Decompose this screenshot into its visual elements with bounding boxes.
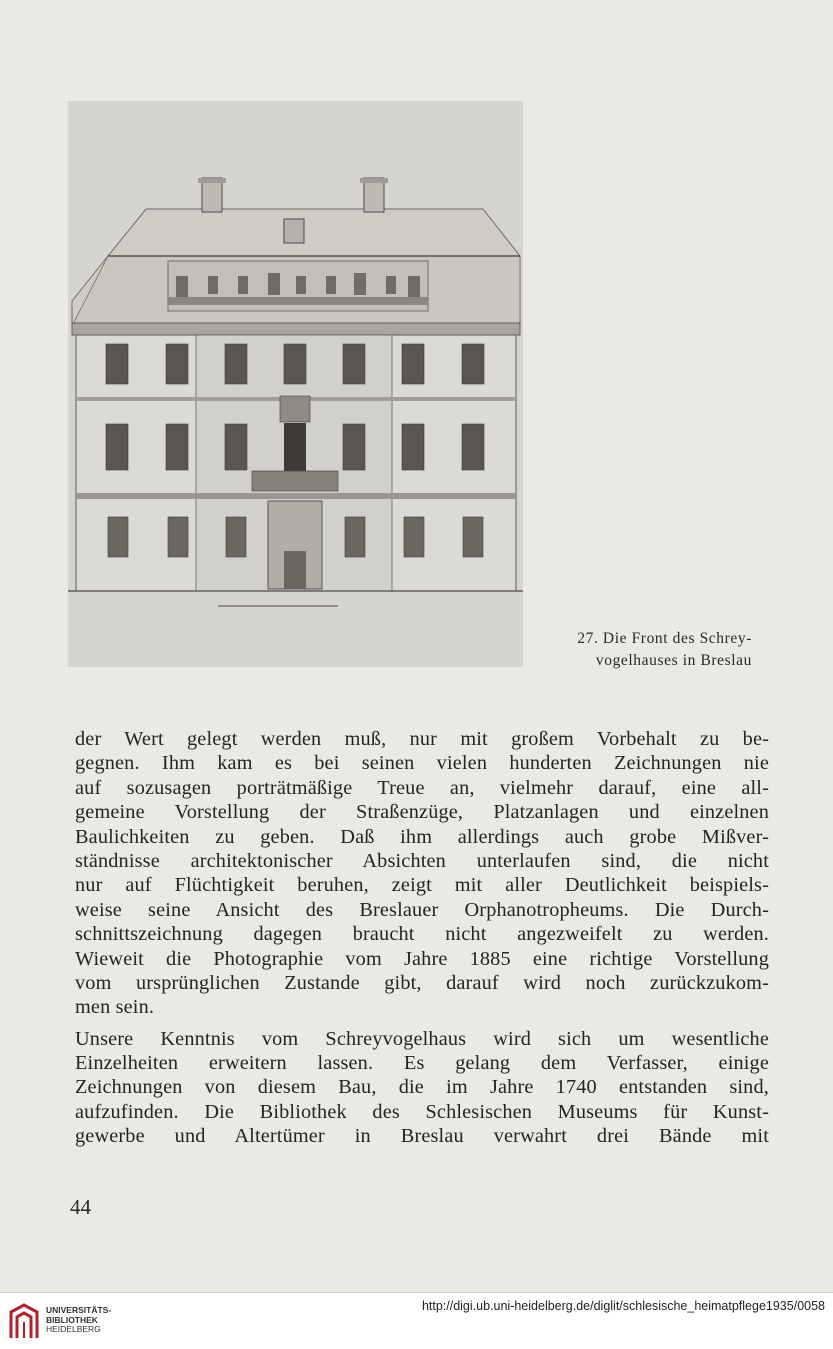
- body-text: [75, 727, 769, 1149]
- page-number: 44: [70, 1195, 91, 1219]
- university-library-logo-icon: [8, 1302, 40, 1340]
- paragraph: [75, 1027, 769, 1149]
- document-url-link[interactable]: http://digi.ub.uni-heidelberg.de/diglit/schlesische_heimatpflege1935/0058: [421, 1299, 825, 1313]
- university-library-logo-text: UNIVERSITÄTS- BIBLIOTHEK HEIDELBERG: [46, 1305, 112, 1334]
- text-line: men sein.: [75, 996, 155, 1019]
- text-line: gegnen. Ihm kam es bei seinen vielen hunderten Zeichnungen nie: [75, 752, 769, 775]
- text-line: Wieweit die Photographie vom Jahre 1885 eine richtige Vorstellung: [75, 947, 769, 970]
- text-line: schnittszeichnung dagegen braucht nicht angezweifelt zu werden.: [75, 923, 769, 946]
- text-line: auf sozusagen porträtmäßige Treue an, vielmehr darauf, eine all-: [75, 776, 769, 799]
- text-line: der Wert gelegt werden muß, nur mit großem Vorbehalt zu be-: [75, 728, 769, 750]
- viewer-footer: [0, 1292, 833, 1349]
- text-line: weise seine Ansicht des Breslauer Orphanotropheums. Die Durch-: [75, 898, 769, 921]
- text-line: gewerbe und Altertümer in Breslau verwahrt drei Bände mit: [75, 1125, 769, 1148]
- caption-line: vogelhauses in Breslau: [595, 652, 752, 669]
- text-line: aufzufinden. Die Bibliothek des Schlesischen Museums für Kunst-: [75, 1100, 769, 1123]
- text-line: Einzelheiten erweitern lassen. Es gelang dem Verfasser, einige: [75, 1052, 769, 1075]
- text-line: vom ursprünglichen Zustande gibt, darauf wird noch zurückzukom-: [75, 971, 769, 994]
- text-line: nur auf Flüchtigkeit beruhen, zeigt mit aller Deutlichkeit beispiels-: [75, 874, 769, 897]
- caption-line: 27. Die Front des Schrey-: [577, 630, 752, 647]
- text-line: Baulichkeiten zu geben. Daß ihm allerdings auch grobe Mißver-: [75, 825, 769, 848]
- figure-caption: [530, 628, 752, 672]
- text-line: ständnisse architektonischer Absichten unterlaufen sind, die nicht: [75, 849, 769, 872]
- text-line: gemeine Vorstellung der Straßenzüge, Platzanlagen und einzelnen: [75, 801, 769, 824]
- paragraph: [75, 727, 769, 1020]
- text-line: Zeichnungen von diesem Bau, die im Jahre 1740 entstanden sind,: [75, 1076, 769, 1099]
- text-line: Unsere Kenntnis vom Schreyvogelhaus wird sich um wesentliche: [75, 1027, 769, 1050]
- building-facade-illustration: [68, 101, 523, 667]
